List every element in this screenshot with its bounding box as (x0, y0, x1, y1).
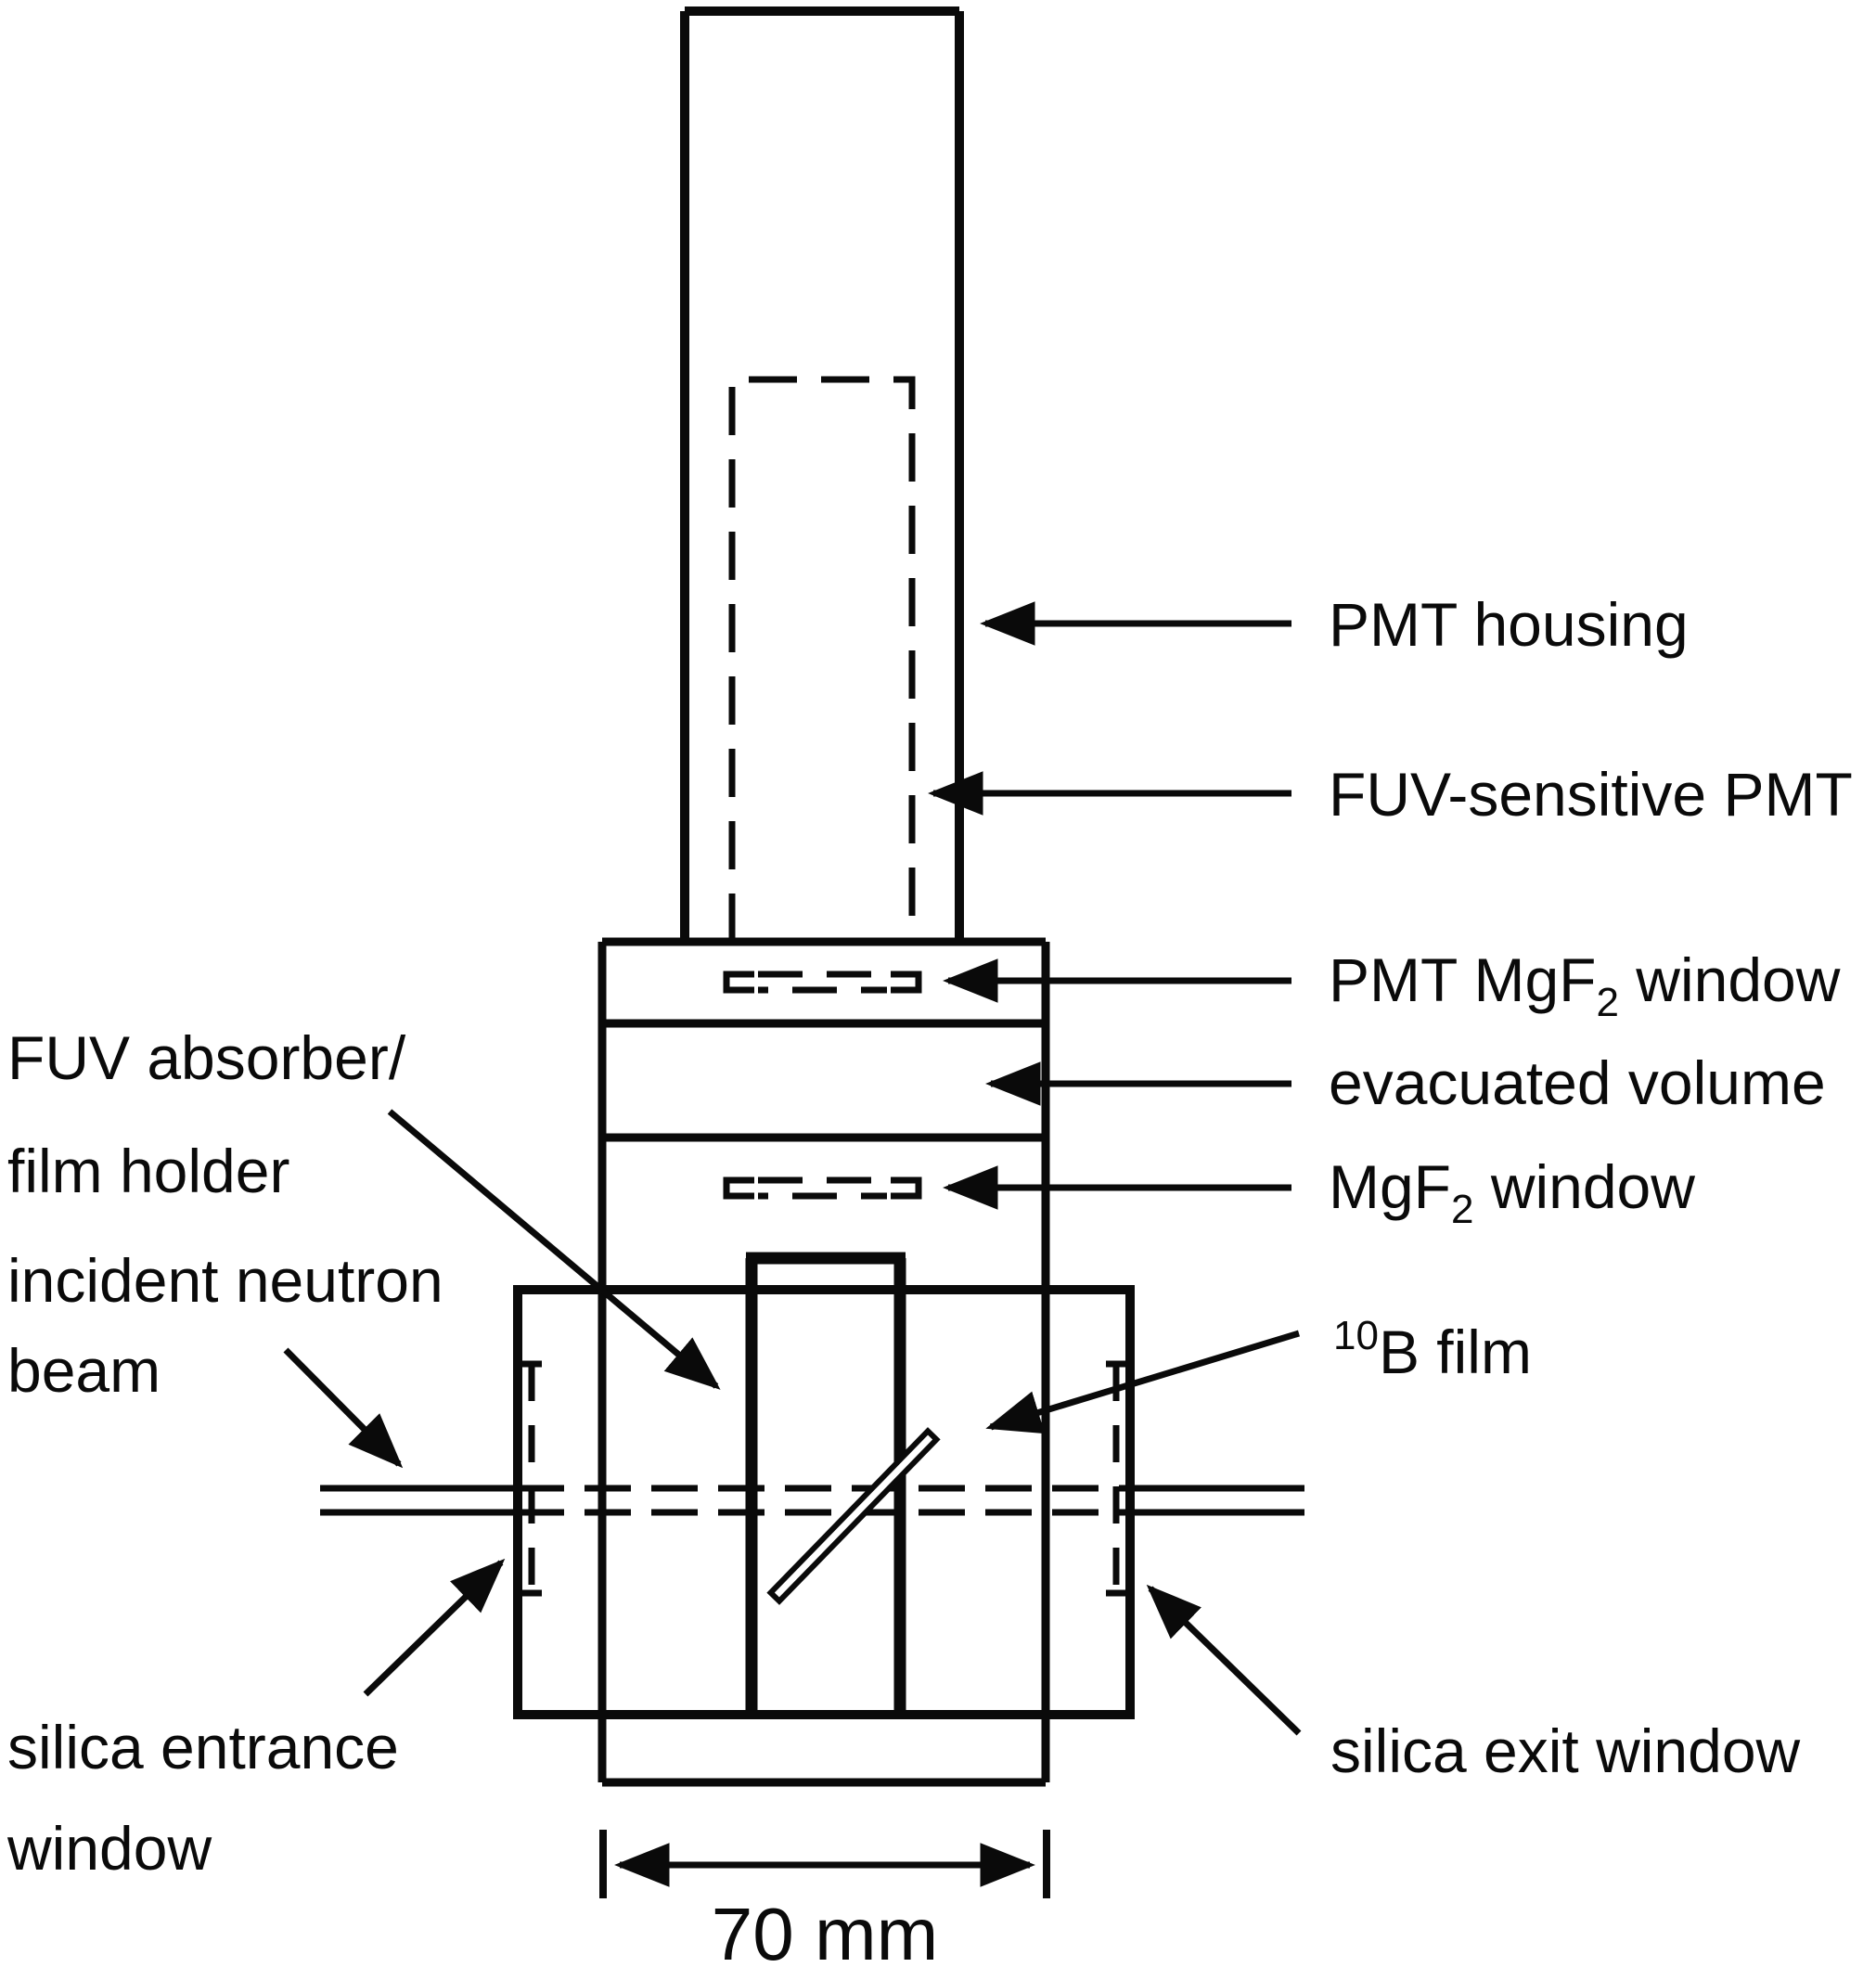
label-silica-entrance-line2: window (7, 1814, 212, 1883)
vacuum-housing-outline (602, 942, 1046, 1782)
arrow-silica-entrance (366, 1562, 501, 1694)
label-pmt-mgf2-window: PMT MgF$_2$ window (1329, 945, 1841, 1025)
label-fuv-absorber-line2: film holder (7, 1137, 290, 1205)
label-silica-exit-window: silica exit window (1330, 1716, 1801, 1785)
dimension-70mm (603, 1830, 1047, 1898)
neutron-beam-lines (320, 1488, 1304, 1512)
b10-film-slab (771, 1431, 937, 1601)
pmt-housing-outline (685, 11, 959, 942)
label-b10-film: $^{10}$B film (1333, 1313, 1532, 1386)
label-fuv-absorber-line1: FUV absorber/ (7, 1023, 406, 1092)
pmt-mgf2-window-glyph (726, 974, 919, 990)
fuv-pmt-dashed-outline (732, 379, 912, 942)
label-dimension-70mm: 70 mm (711, 1893, 939, 1975)
sample-chamber-outline (518, 1290, 1130, 1715)
arrow-silica-exit (1150, 1588, 1299, 1733)
label-fuv-sensitive-pmt: FUV-sensitive PMT (1329, 760, 1853, 829)
label-mgf2-window: MgF$_2$ window (1329, 1152, 1695, 1232)
arrow-b10-film (991, 1333, 1299, 1427)
label-silica-entrance-line1: silica entrance (7, 1713, 399, 1781)
label-incident-neutron-line2: beam (7, 1336, 161, 1405)
label-incident-neutron-line1: incident neutron (7, 1246, 443, 1315)
label-evacuated-volume: evacuated volume (1329, 1048, 1826, 1117)
mgf2-window-glyph (726, 1180, 919, 1196)
label-pmt-housing: PMT housing (1329, 590, 1689, 659)
arrow-incident-beam (286, 1350, 399, 1464)
